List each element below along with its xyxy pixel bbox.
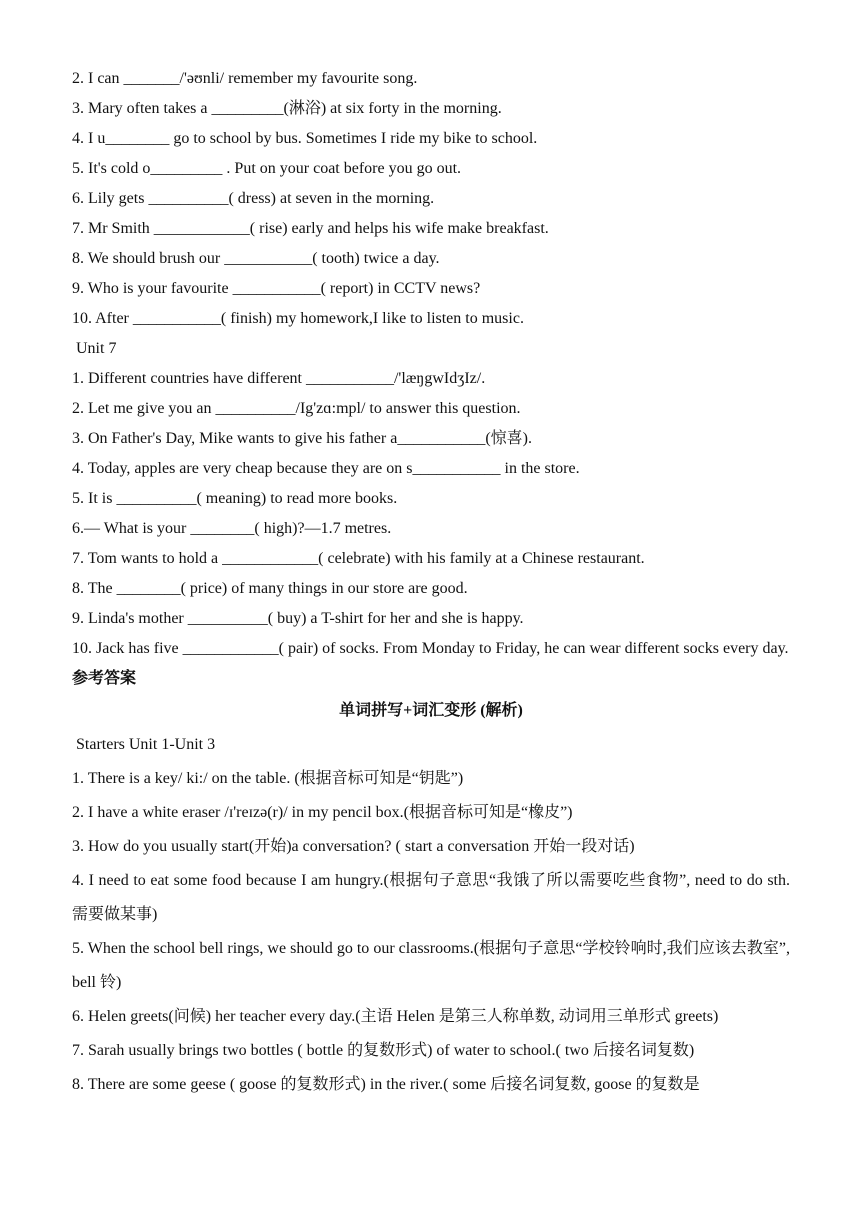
answers-heading: 参考答案 — [72, 670, 137, 687]
exercise-line: 1. Different countries have different ___________/'læŋgwIdʒIz/. — [72, 370, 486, 387]
answer-line: 1. There is a key/ ki:/ on the table. (根据音标可知是“钥匙”) — [72, 770, 464, 787]
exercise-line: 10. After ___________( finish) my homework,I like to listen to music. — [72, 310, 524, 327]
answer-line: 6. Helen greets(问候) her teacher every day.(主语 Helen 是第三人称单数, 动词用三单形式 greets) — [72, 1008, 719, 1025]
answer-line: 2. I have a white eraser /ɪ'reɪzə(r)/ in my pencil box.(根据音标可知是“橡皮”) — [72, 804, 573, 821]
exercise-line: 4. I u________ go to school by bus. Sometimes I ride my bike to school. — [72, 130, 538, 147]
exercise-line: 5. It is __________( meaning) to read more books. — [72, 490, 398, 507]
exercise-line: 6.— What is your ________( high)?—1.7 metres. — [72, 520, 392, 537]
exercise-line: 5. It's cold o_________ . Put on your coat before you go out. — [72, 160, 462, 177]
exercise-line: 10. Jack has five ____________( pair) of socks. From Monday to Friday, he can wear different socks every day. — [72, 640, 789, 657]
section-heading: Starters Unit 1-Unit 3 — [76, 736, 216, 753]
exercise-line: 9. Linda's mother __________( buy) a T-shirt for her and she is happy. — [72, 610, 524, 627]
exercise-line: 2. I can _______/'əʊnli/ remember my favourite song. — [72, 70, 418, 87]
exercise-line: 6. Lily gets __________( dress) at seven in the morning. — [72, 190, 435, 207]
answer-line: 4. I need to eat some food because I am hungry.(根据句子意思“我饿了所以需要吃些食物”, need to do sth. 需要做某事) — [72, 872, 790, 923]
unit-heading: Unit 7 — [76, 340, 117, 357]
answer-line: 8. There are some geese ( goose 的复数形式) in the river.( some 后接名词复数, goose 的复数是 — [72, 1076, 700, 1093]
exercise-line: 8. We should brush our ___________( tooth) twice a day. — [72, 250, 440, 267]
exercise-line: 4. Today, apples are very cheap because they are on s___________ in the store. — [72, 460, 580, 477]
exercise-line: 2. Let me give you an __________/Ig'zɑ:mpl/ to answer this question. — [72, 400, 521, 417]
exercise-line: 3. On Father's Day, Mike wants to give his father a___________(惊喜). — [72, 430, 532, 447]
document-page — [72, 64, 790, 1102]
exercise-line: 8. The ________( price) of many things in our store are good. — [72, 580, 468, 597]
exercise-line: 3. Mary often takes a _________(淋浴) at six forty in the morning. — [72, 100, 502, 117]
answer-line: 5. When the school bell rings, we should go to our classrooms.(根据句子意思“学校铃响时,我们应该去教室”, bell 铃) — [72, 940, 790, 991]
exercise-line: 7. Mr Smith ____________( rise) early and helps his wife make breakfast. — [72, 220, 549, 237]
answers-section — [72, 694, 790, 1102]
answer-line: 7. Sarah usually brings two bottles ( bottle 的复数形式) of water to school.( two 后接名词复数) — [72, 1042, 695, 1059]
answers-title: 单词拼写+词汇变形 (解析) — [339, 702, 523, 719]
exercise-line: 9. Who is your favourite ___________( report) in CCTV news? — [72, 280, 481, 297]
answer-line: 3. How do you usually start(开始)a conversation? ( start a conversation 开始一段对话) — [72, 838, 635, 855]
exercise-line: 7. Tom wants to hold a ____________( celebrate) with his family at a Chinese restaurant. — [72, 550, 645, 567]
